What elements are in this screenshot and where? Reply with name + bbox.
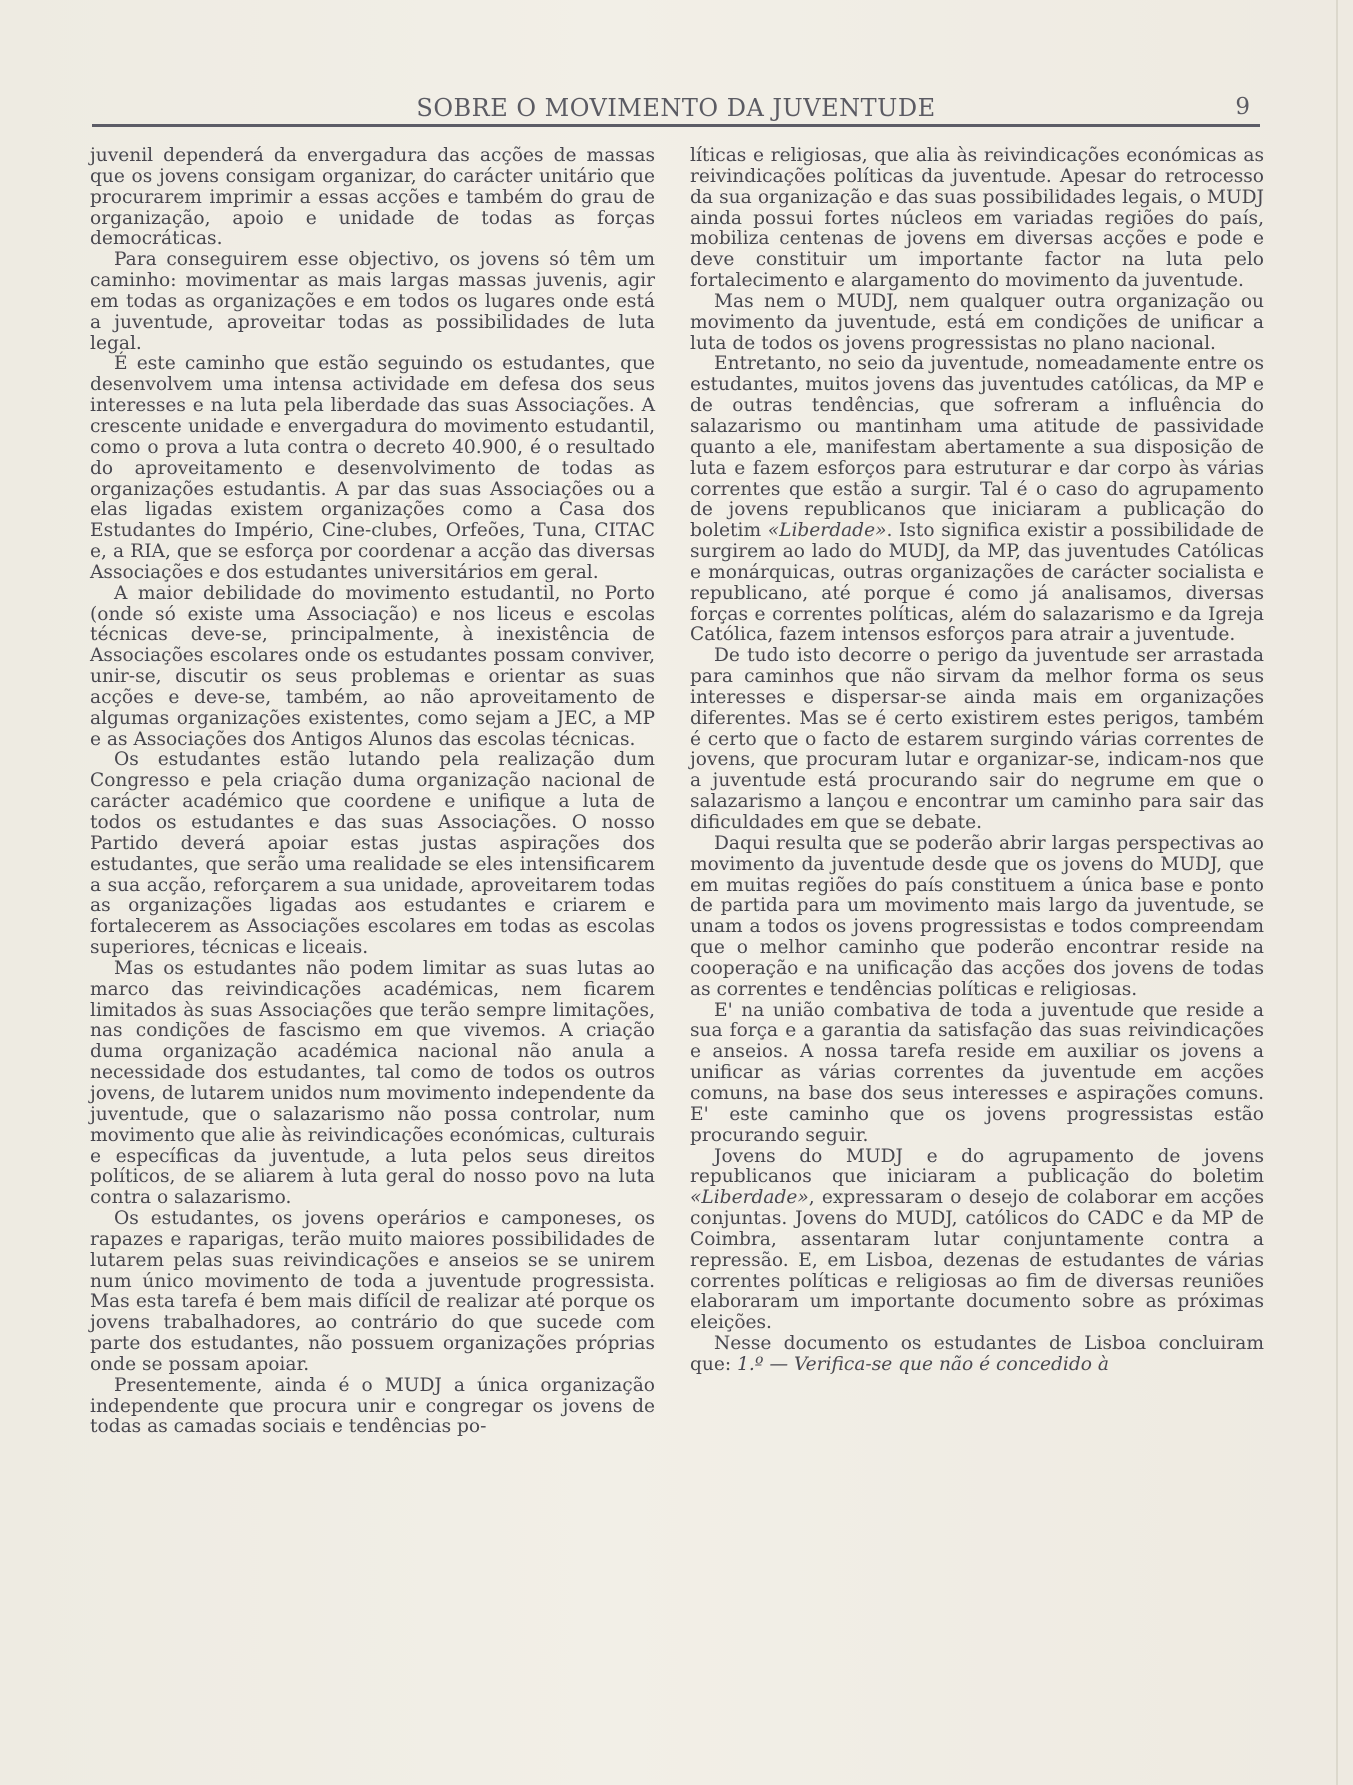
running-header bbox=[92, 84, 1260, 130]
paragraph: É este caminho que estão seguindo os estudantes, que desenvolvem uma intensa actividade em defesa dos seus interesses e na luta pela liberdade das suas Associações. A crescente unidade e envergadura do movimento estudantil, como o prova a luta contra o decreto 40.900, é o resultado do aproveitamento e desenvolvimento de todas as organizações estudantis. A par das suas Associações ou a elas ligadas existem organizações como a Casa dos Estudantes do Império, Cine-clubes, Orfeões, Tuna, CITAC e, a RIA, que se esforça por coordenar a acção das diversas Associações e dos estudantes universitários em geral. bbox=[90, 353, 655, 583]
left-column bbox=[90, 146, 655, 1438]
text-run: Jovens do MUDJ e do agrupamento de jovens republicanos que iniciaram a publicação do boletim bbox=[690, 1145, 1264, 1188]
paragraph: A maior debilidade do movimento estudantil, no Porto (onde só existe uma Associação) e nos liceus e escolas técnicas deve-se, principalmente, à inexistência de Associações escolares onde os estudantes possam conviver, unir-se, discutir os seus problemas e orientar as suas acções e deve-se, também, ao não aproveitamento de algumas organizações existentes, como sejam a JEC, a MP e as Associações dos Antigos Alunos das escolas técnicas. bbox=[90, 582, 655, 750]
paragraph bbox=[690, 1147, 1264, 1335]
italic-text-run: 1.º — Verifica-se que não é concedido à bbox=[737, 1353, 1109, 1375]
header-title: SOBRE O MOVIMENTO DA JUVENTUDE bbox=[416, 94, 936, 122]
paragraph: líticas e religiosas, que alia às reivindicações económicas as reivindicações políticas da juventude. Apesar do retrocesso da sua organização e das suas possibilidades legais, o MUDJ ainda possui fortes núcleos em variadas regiões do país, mobiliza centenas de jovens em diversas acções e pode e deve constituir um importante factor na luta pelo fortalecimento e alargamento do movimento da juventude. bbox=[690, 145, 1264, 292]
paragraph bbox=[690, 1334, 1264, 1376]
paragraph bbox=[690, 354, 1264, 646]
paragraph: Daqui resulta que se poderão abrir largas perspectivas ao movimento da juventude desde que os jovens do MUDJ, que em muitas regiões do país constituem a única base e ponto de partida para um movimento mais largo da juventude, se unam a todos os jovens progressistas e todos compreendam que o melhor caminho que poderão encontrar reside na cooperação e na unificação das acções dos jovens de todas as correntes e tendências políticas e religiosas. bbox=[690, 832, 1264, 1000]
text-run: Entretanto, no seio da juventude, nomeadamente entre os estudantes, muitos jovens das juventudes católicas, da MP e de outras tendências, que sofreram a influência do salazarismo ou mantinham uma atitude de passividade quanto a ele, manifestam abertamente a sua disposição de luta e fazem esforços para estruturar e dar corpo às várias correntes que estão a surgir. Tal é o caso do agrupamento de jovens republicanos que iniciaram a publicação do boletim bbox=[690, 353, 1264, 542]
publication-title: «Liberdade» bbox=[690, 1187, 809, 1209]
paragraph: Mas os estudantes não podem limitar as suas lutas ao marco das reivindicações académicas, nem ficarem limitados às suas Associações que terão sempre limitações, nas condições de fascismo em que vivemos. A criação duma organização académica nacional não anula a necessidade dos estudantes, tal como de todos os outros jovens, de lutarem unidos num movimento independente da juventude, que o salazarismo não possa controlar, num movimento que alie às reivindicações económicas, culturais e específicas da juventude, a luta pelos seus direitos políticos, de se aliarem à luta geral do nosso povo na luta contra o salazarismo. bbox=[90, 957, 655, 1209]
paragraph: Presentemente, ainda é o MUDJ a única organização independente que procura unir e congregar os jovens de todas as camadas sociais e tendências po- bbox=[90, 1374, 655, 1438]
paragraph: Para conseguirem esse objectivo, os jovens só têm um caminho: movimentar as mais largas massas juvenis, agir em todas as organizações e em todos os lugares onde está a juventude, aproveitar todas as possibilidades de luta legal. bbox=[90, 249, 655, 354]
paragraph: Os estudantes estão lutando pela realização dum Congresso e pela criação duma organização nacional de carácter académico que coordene e unifique a luta de todos os estudantes e das suas Associações. O nosso Partido deverá apoiar estas justas aspirações dos estudantes, que serão uma realidade se eles intensificarem a sua acção, reforçarem a sua unidade, aproveitarem todas as organizações ligadas aos estudantes e criarem e fortalecerem as Associações escolares em todas as escolas superiores, técnicas e liceais. bbox=[90, 749, 655, 959]
page-edge-shadow bbox=[1336, 0, 1338, 1785]
text-run: . Isto significa existir a possibilidade de surgirem ao lado do MUDJ, da MP, das juventudes Católicas e monárquicas, outras organizações de carácter socialista e republicano, até porque é como já analisamos, diversas forças e correntes políticas, além do salazarismo e da Igreja Católica, fazem intensos esforços para atrair a juventude. bbox=[690, 520, 1264, 646]
paragraph: De tudo isto decorre o perigo da juventude ser arrastada para caminhos que não sirvam da melhor forma os seus interesses e dispersar-se ainda mais em organizações diferentes. Mas se é certo existirem estes perigos, também é certo que o facto de estarem surgindo várias correntes de jovens, que procuram lutar e organizar-se, indicam-nos que a juventude está procurando sair do negrume em que o salazarismo a lançou e encontrar um caminho para sair das dificuldades em que se debate. bbox=[690, 645, 1264, 833]
publication-title: «Liberdade» bbox=[767, 520, 887, 542]
paragraph: E' na união combativa de toda a juventude que reside a sua força e a garantia da satisfação das suas reivindicações e anseios. A nossa tarefa reside em auxiliar os jovens a unificar as várias correntes da juventude em acções comuns, na base dos seus interesses e aspirações comuns. E' este caminho que os jovens progressistas estão procurando seguir. bbox=[690, 999, 1264, 1146]
paragraph: Mas nem o MUDJ, nem qualquer outra organização ou movimento da juventude, está em condições de unificar a luta de todos os jovens progressistas no plano nacional. bbox=[690, 290, 1264, 354]
paragraph: juvenil dependerá da envergadura das acções de massas que os jovens consigam organizar, do carácter unitário que procurarem imprimir a essas acções e também do grau de organização, apoio e unidade de todas as forças democráticas. bbox=[90, 145, 655, 250]
header-rule bbox=[92, 124, 1260, 127]
page-number: 9 bbox=[1235, 94, 1250, 120]
right-column bbox=[690, 146, 1264, 1376]
text-run: , expressaram o desejo de colaborar em acções conjuntas. Jovens do MUDJ, católicos do CADC e da MP de Coimbra, assentaram lutar conjuntamente contra a repressão. E, em Lisboa, dezenas de estudantes de várias correntes políticas e religiosas ao fim de diversas reuniões elaboraram um importante documento sobre as próximas eleições. bbox=[690, 1187, 1264, 1334]
text-run: Nesse documento os estudantes de Lisboa concluiram que: bbox=[690, 1333, 1264, 1375]
paragraph: Os estudantes, os jovens operários e camponeses, os rapazes e raparigas, terão muito maiores possibilidades de lutarem pelas suas reivindicações e anseios se se unirem num único movimento de toda a juventude progressista. Mas esta tarefa é bem mais difícil de realizar até porque os jovens trabalhadores, ao contrário do que sucede com parte dos estudantes, não possuem organizações próprias onde se possam apoiar. bbox=[90, 1208, 655, 1375]
